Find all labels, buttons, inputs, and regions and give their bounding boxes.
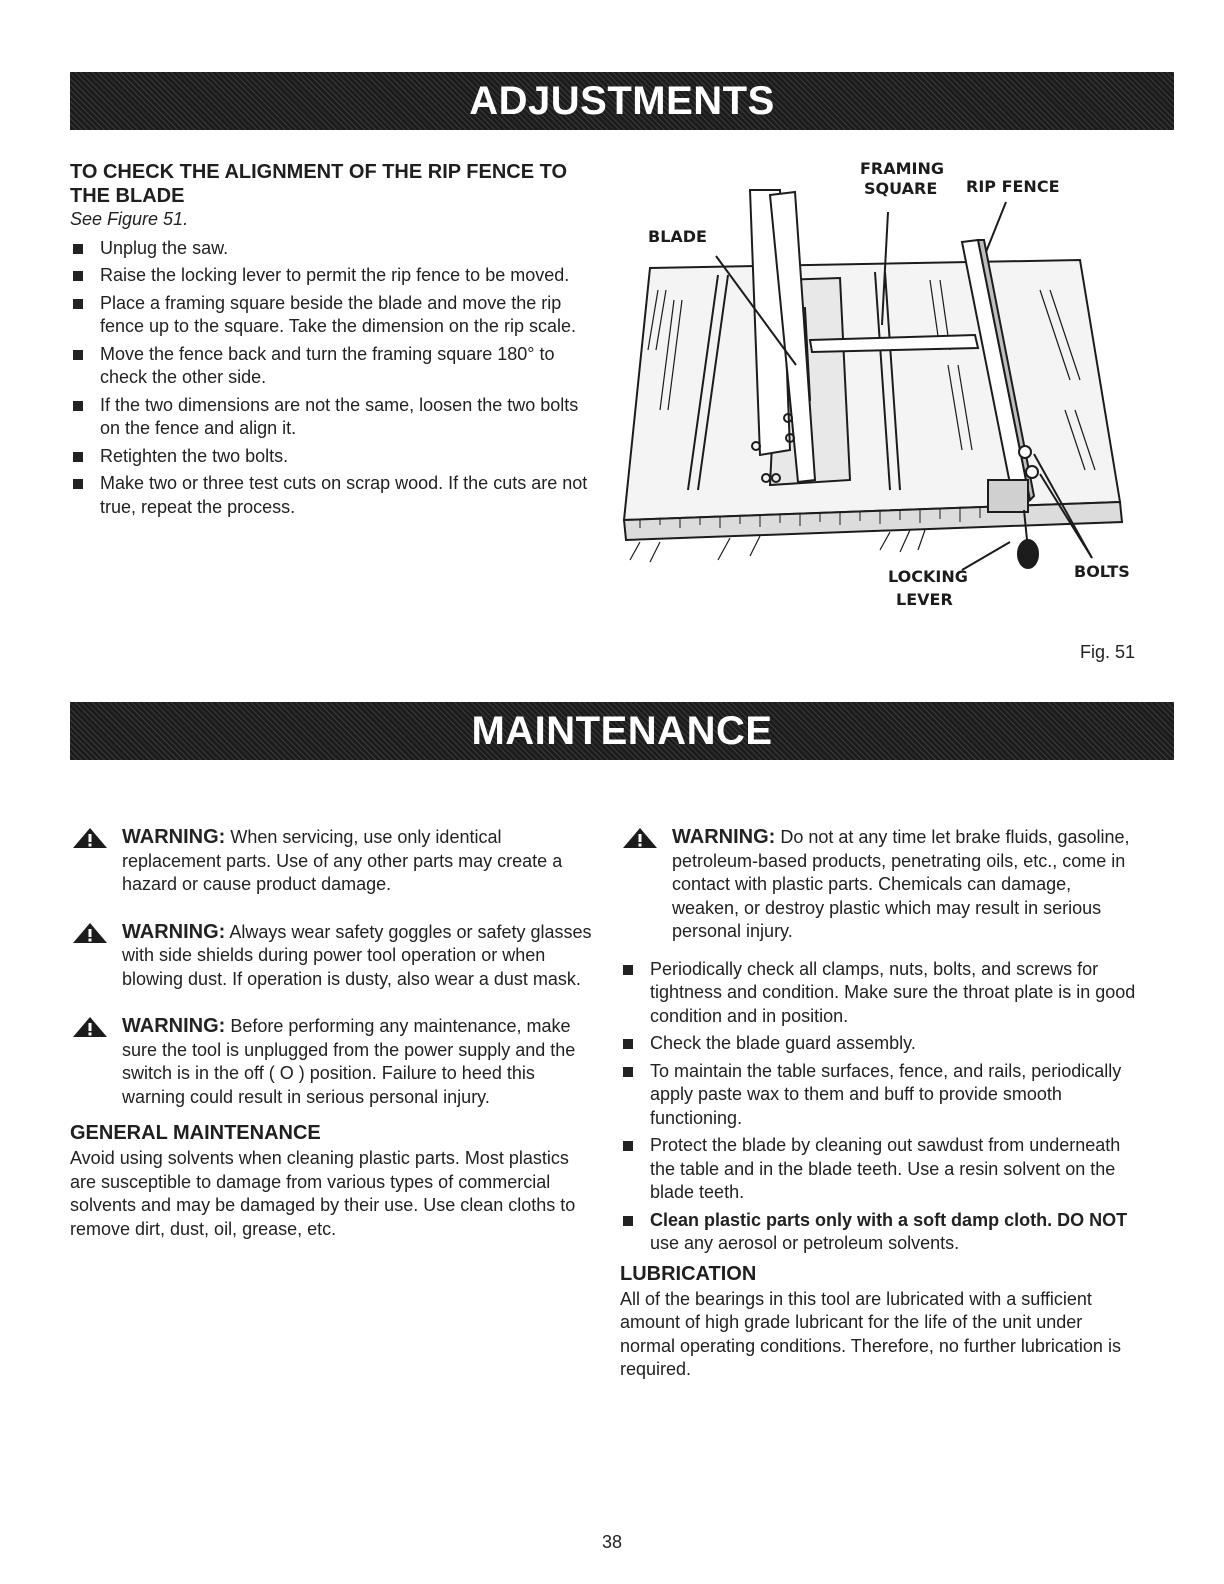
see-figure-note: See Figure 51. bbox=[70, 209, 189, 229]
list-item: Raise the locking lever to permit the rip fence to be moved. bbox=[70, 264, 590, 288]
bullet-icon bbox=[73, 452, 83, 462]
list-item bbox=[620, 1209, 1140, 1256]
warning-text: Before performing any maintenance, make sure the tool is unplugged from the power supply and the switch is in the off ( O ) position. Failure to heed this warning could result in serious personal injury. bbox=[122, 1016, 576, 1107]
warning-block bbox=[70, 826, 592, 897]
figure-label-blade: BLADE bbox=[648, 227, 707, 246]
bullet-icon bbox=[73, 479, 83, 489]
warning-triangle-icon bbox=[72, 1016, 108, 1038]
list-item: Unplug the saw. bbox=[70, 237, 590, 261]
bullet-icon bbox=[73, 401, 83, 411]
list-item: Periodically check all clamps, nuts, bolts, and screws for tightness and condition. Make sure the throat plate is in good condition and in position. bbox=[620, 958, 1140, 1029]
warning-triangle-icon bbox=[72, 922, 108, 944]
warning-label: WARNING: bbox=[122, 920, 226, 943]
figure-label-square: SQUARE bbox=[864, 179, 938, 198]
maintenance-title: MAINTENANCE bbox=[471, 708, 773, 753]
list-item: Check the blade guard assembly. bbox=[620, 1032, 1140, 1056]
warning-text: Always wear safety goggles or safety glasses with side shields during power tool operation or when blowing dust. If operation is dusty, also wear a dust mask. bbox=[122, 921, 592, 989]
general-maintenance-text: Avoid using solvents when cleaning plastic parts. Most plastics are susceptible to damage from various types of commercial solvents and may be damaged by their use. Use clean cloths to remove dirt, dust, oil, grease, etc. bbox=[70, 1148, 576, 1239]
figure-51 bbox=[600, 150, 1160, 670]
maintenance-banner bbox=[70, 702, 1174, 760]
figure-label-framing: FRAMING bbox=[860, 159, 945, 178]
bullet-icon bbox=[623, 1039, 633, 1049]
rip-fence-steps bbox=[70, 237, 590, 520]
list-item: Retighten the two bolts. bbox=[70, 445, 590, 469]
figure-label-lever: LEVER bbox=[896, 590, 953, 609]
maintenance-right-column bbox=[620, 826, 1140, 1382]
adjustments-banner bbox=[70, 72, 1174, 130]
bullet-icon bbox=[73, 244, 83, 254]
warning-text: When servicing, use only identical replacement parts. Use of any other parts may create a hazard or cause product damage. bbox=[122, 827, 563, 894]
warning-label: WARNING: bbox=[122, 826, 226, 848]
bullet-icon bbox=[73, 299, 83, 309]
warning-text: Do not at any time let brake fluids, gasoline, petroleum-based products, penetrating oils, etc., come in contact with plastic parts. Chemicals can damage, weaken, or destroy plastic which may result in serious personal injury. bbox=[672, 827, 1130, 941]
warning-triangle-icon bbox=[622, 827, 658, 849]
list-item: Move the fence back and turn the framing square 180° to check the other side. bbox=[70, 343, 590, 390]
bullet-icon bbox=[73, 271, 83, 281]
list-item: To maintain the table surfaces, fence, and rails, periodically apply paste wax to them and buff to provide smooth functioning. bbox=[620, 1060, 1140, 1131]
adjustments-title: ADJUSTMENTS bbox=[469, 78, 775, 123]
lubrication-text: All of the bearings in this tool are lubricated with a sufficient amount of high grade lubricant for the life of the unit under normal operating conditions. Therefore, no further lubrication is required. bbox=[620, 1288, 1121, 1379]
list-item: If the two dimensions are not the same, loosen the two bolts on the fence and align it. bbox=[70, 394, 590, 441]
warning-block bbox=[620, 826, 1140, 944]
bullet-icon bbox=[623, 1216, 633, 1226]
figure-label-locking: LOCKING bbox=[888, 567, 968, 586]
warning-label: WARNING: bbox=[122, 1015, 226, 1037]
clean-bold-text: Clean plastic parts only with a soft damp cloth. DO NOT bbox=[650, 1209, 1128, 1230]
bullet-icon bbox=[73, 350, 83, 360]
warning-block bbox=[70, 1015, 592, 1109]
clean-rest-text: use any aerosol or petroleum solvents. bbox=[650, 1233, 960, 1253]
list-item: Make two or three test cuts on scrap wood. If the cuts are not true, repeat the process. bbox=[70, 472, 590, 519]
figure-label-bolts: BOLTS bbox=[1074, 562, 1130, 581]
bullet-icon bbox=[623, 1067, 633, 1077]
maintenance-left-column bbox=[70, 826, 592, 1241]
figure-label-rip-fence: RIP FENCE bbox=[966, 177, 1060, 196]
lubrication-heading: LUBRICATION bbox=[620, 1262, 757, 1285]
warning-triangle-icon bbox=[72, 827, 108, 849]
rip-fence-section bbox=[70, 160, 590, 523]
figure-caption: Fig. 51 bbox=[1080, 642, 1136, 662]
bullet-icon bbox=[623, 965, 633, 975]
bullet-icon bbox=[623, 1141, 633, 1151]
list-item: Place a framing square beside the blade and move the rip fence up to the square. Take the dimension on the rip scale. bbox=[70, 292, 590, 339]
warning-label: WARNING: bbox=[672, 826, 776, 848]
page-number: 38 bbox=[601, 1532, 623, 1552]
rip-fence-heading: TO CHECK THE ALIGNMENT OF THE RIP FENCE TO THE BLADE bbox=[70, 161, 568, 207]
list-item: Protect the blade by cleaning out sawdust from underneath the table and in the blade teeth. Use a resin solvent on the blade teeth. bbox=[620, 1134, 1140, 1205]
bolt-icon bbox=[1019, 446, 1031, 458]
maintenance-checklist bbox=[620, 958, 1140, 1256]
general-maintenance-heading: GENERAL MAINTENANCE bbox=[70, 1122, 321, 1144]
warning-block bbox=[70, 921, 592, 992]
bolt-icon bbox=[1026, 466, 1038, 478]
